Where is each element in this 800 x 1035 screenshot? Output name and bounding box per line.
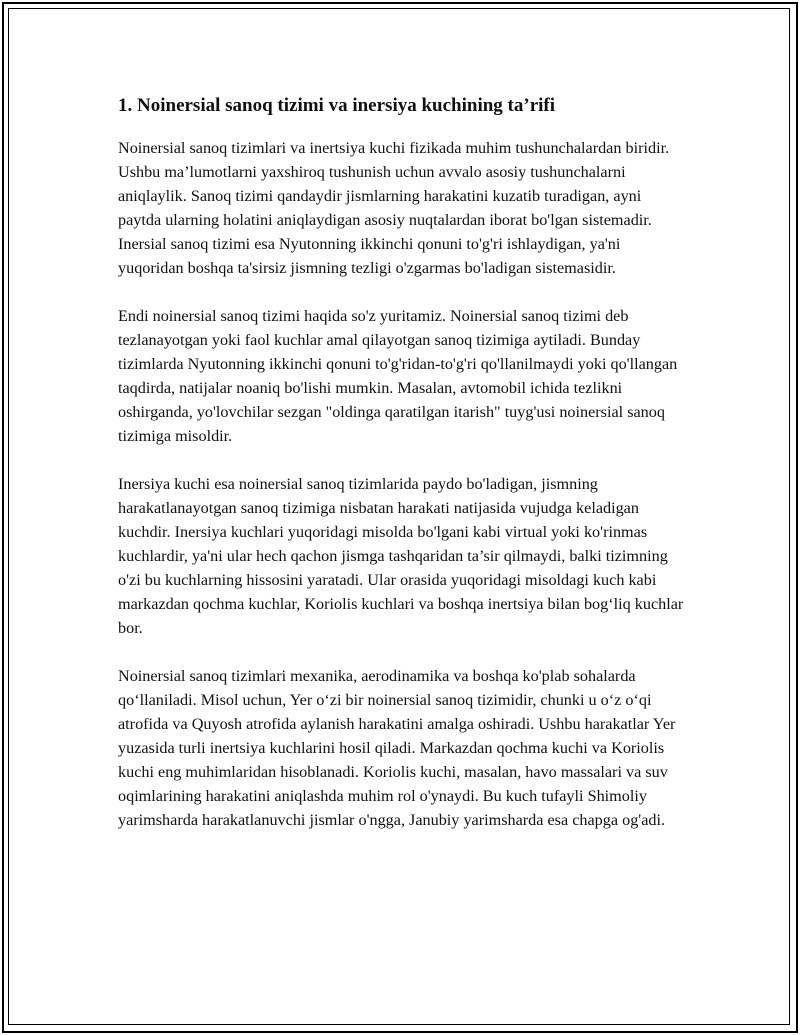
paragraph-4: Noinersial sanoq tizimlari mexanika, aerodinamika va boshqa ko'plab sohalarda qo‘llaniladi. Misol uchun, Yer o‘zi bir noinersial sanoq tizimidir, chunki u o‘z o‘qi atrofida va Quyosh atrofida aylanish harakatini amalga oshiradi. Ushbu harakatlar Yer yuzasida turli inertsiya kuchlarini hosil qiladi. Markazdan qochma kuchi va Koriolis kuchi eng muhimlaridan hisoblanadi. Koriolis kuchi, masalan, havo massalari va suv oqimlarining harakatini aniqlashda muhim rol o'ynaydi. Bu kuch tufayli Shimoliy yarimsharda harakatlanuvchi jismlar o'ngga, Janubiy yarimsharda esa chapga og'adi. [118, 667, 676, 829]
paragraph-3: Inersiya kuchi esa noinersial sanoq tizimlarida paydo bo'ladigan, jismning harakatlanayotgan sanoq tizimiga nisbatan harakati natijasida vujudga keladigan kuchdir. Inersiya kuchlari yuqoridagi misolda bo'lgani kabi virtual yoki ko'rinmas kuchlardir, ya'ni ular hech qachon jismga tashqaridan ta’sir qilmaydi, balki tizimning o'zi bu kuchlarning hissosini yaratadi. Ular orasida yuqoridagi misoldagi kuch kabi markazdan qochma kuchlar, Koriolis kuchlari va boshqa inertsiya bilan bog‘liq kuchlar bor. [118, 475, 684, 637]
paragraph-1: Noinersial sanoq tizimlari va inertsiya kuchi fizikada muhim tushunchalardan biridir. Ushbu ma’lumotlarni yaxshiroq tushunish uchun avvalo asosiy tushunchalarni aniqlaylik. Sanoq tizimi qandaydir jismlarning harakatini kuzatib turadigan, ayni paytda ularning holatini aniqlaydigan asosiy nuqtalardan iborat bo'lgan sistemadir. Inersial sanoq tizimi esa Nyutonning ikkinchi qonuni to'g'ri ishlaydigan, ya'ni yuqoridan boshqa ta'sirsiz jismning tezligi o'zgarmas bo'ladigan sistemasidir. [118, 139, 670, 277]
document-body [118, 94, 688, 856]
paragraph-2: Endi noinersial sanoq tizimi haqida so'z yuritamiz. Noinersial sanoq tizimi deb tezlanayotgan yoki faol kuchlar amal qilayotgan sanoq tizimiga aytiladi. Bunday tizimlarda Nyutonning ikkinchi qonuni to'g'ridan-to'g'ri qo'llanilmaydi yoki qo'llangan taqdirda, natijalar noaniq bo'lishi mumkin. Masalan, avtomobil ichida tezlikni oshirganda, yo'lovchilar sezgan "oldinga qaratilgan itarish" tuyg'usi noinersial sanoq tizimiga misoldir. [118, 307, 678, 445]
section-heading: 1. Noinersial sanoq tizimi va inersiya kuchining ta’rifi [118, 95, 556, 116]
